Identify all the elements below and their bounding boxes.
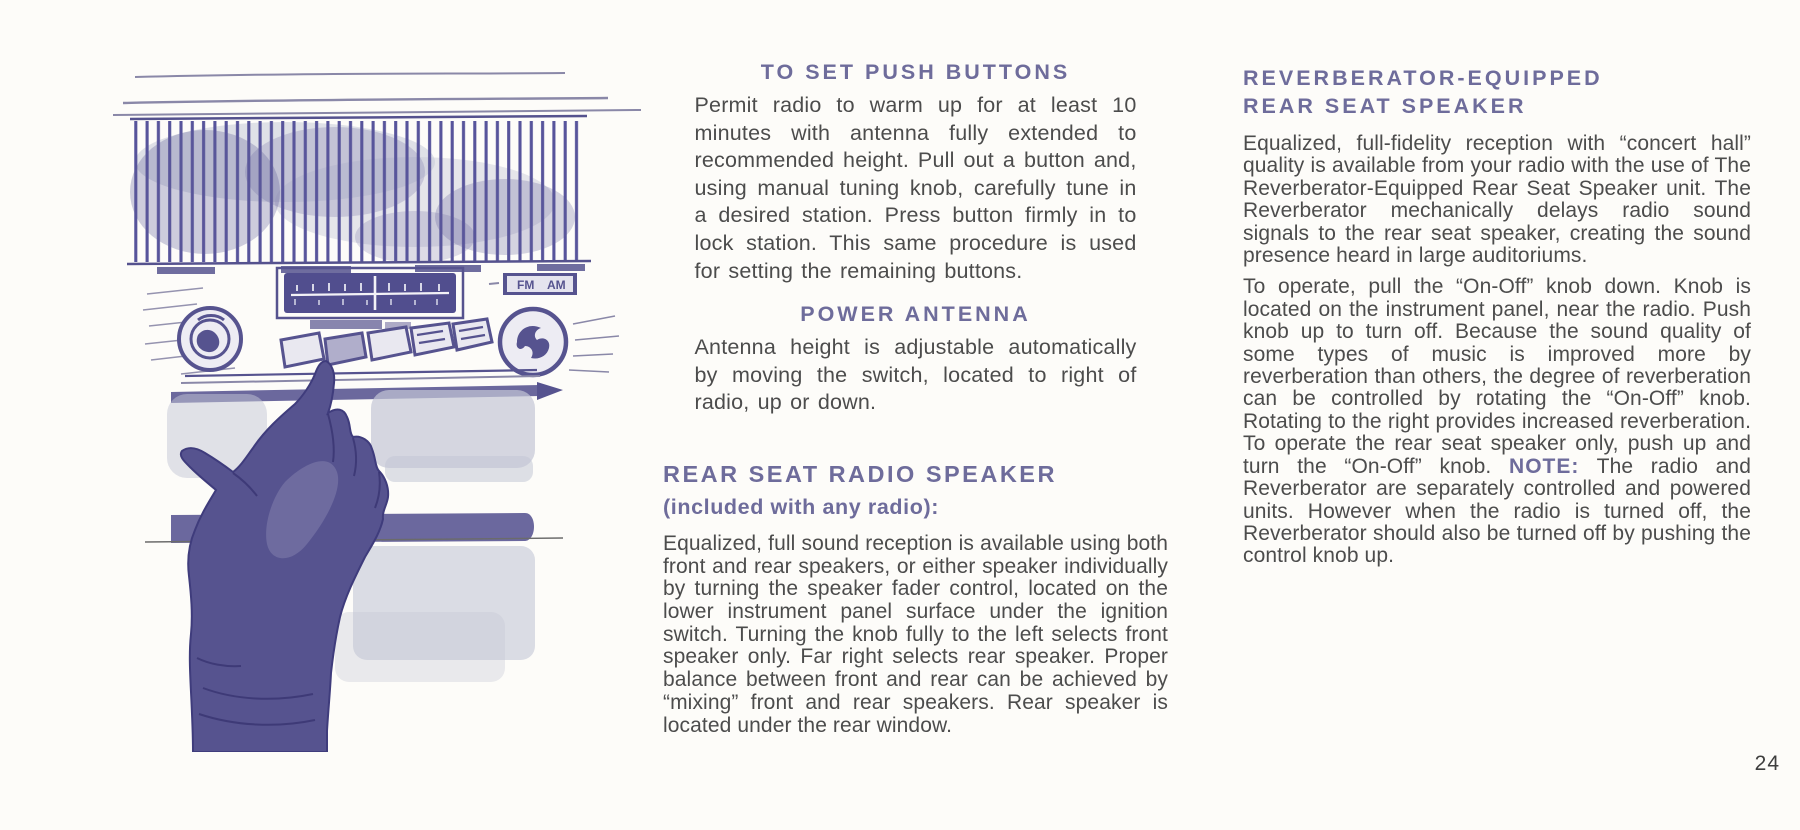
tuning-knob-left <box>179 308 241 370</box>
radio-dial <box>277 268 463 329</box>
pressed-push-button <box>325 333 366 365</box>
fm-am-indicator <box>489 273 577 295</box>
am-label: AM <box>547 278 566 292</box>
page-number: 24 <box>1754 752 1780 775</box>
rear-seat-speaker-subheading: (included with any radio): <box>663 494 939 519</box>
reverberator-paragraph-2-lead: To operate, pull the “On-Off” knob down. Knob is located on the instrument panel, near the radio. Push knob up to turn off. Because the sound quality of some types of music is improved more by reverberation than others, the degree of reverberation can be controlled by rotating the “On-Off” knob. Rotating to the right provides increased reverberation. To operate the rear seat speaker only, push up and turn the “On-Off” knob. <box>1243 275 1751 478</box>
middle-column <box>663 60 1168 737</box>
radio-illustration-svg <box>85 52 650 752</box>
push-buttons-body: Permit radio to warm up for at least 10 minutes with antenna fully extended to recommended height. Pull out a button and, using manual tuning knob, carefully tune in a desired station. Press button firmly in to lock station. This same procedure is used for setting the remaining buttons. <box>694 93 1137 283</box>
radio-face <box>143 268 619 403</box>
rear-seat-speaker-body: Equalized, full sound reception is available using both front and rear speakers, or either speaker individually by turning the speaker fader control, located on the lower instrument panel surface under the ignition switch. Turning the knob fully to the left selects front speaker only. Far right selects rear speaker. Proper balance between front and rear can be achieved by “mixing” front and rear speakers. Rear speaker is located under the rear window. <box>663 531 1168 737</box>
fm-label: FM <box>517 278 535 292</box>
push-buttons-heading: TO SET PUSH BUTTONS <box>760 60 1071 84</box>
note-label: NOTE: <box>1509 454 1580 478</box>
power-antenna-body: Antenna height is adjustable automatically by moving the switch, located to right of radio, up or down. <box>694 335 1137 415</box>
reverberator-heading-line1: REVERBERATOR-EQUIPPED <box>1243 66 1603 90</box>
rear-seat-speaker-heading: REAR SEAT RADIO SPEAKER <box>663 460 1057 487</box>
reverberator-paragraph-1: Equalized, full-fidelity reception with “concert hall” quality is available from your radio with the use of The Reverberator-Equipped Rear Seat Speaker unit. The Reverberator mechanically delays radio sound signals to the rear seat speaker, creating the sound presence heard in large auditoriums. <box>1243 132 1751 268</box>
section-power-antenna <box>695 302 1137 417</box>
reverberator-paragraph-2 <box>1243 276 1751 567</box>
power-antenna-heading: POWER ANTENNA <box>800 302 1031 327</box>
dash-trim-lines <box>113 73 641 115</box>
speaker-grille <box>127 116 591 274</box>
section-push-buttons <box>695 60 1137 285</box>
tuning-knob-right <box>500 309 619 375</box>
right-column <box>1243 64 1751 568</box>
reverberator-heading <box>1243 64 1751 120</box>
reverberator-paragraph-2-tail: The radio and Reverberator are separately controlled and powered units. However when the radio is turned off, the Reverberator should also be turned off by pushing the control knob up. <box>1243 454 1751 568</box>
section-rear-seat-radio-speaker <box>663 461 1168 737</box>
reverberator-heading-line2: REAR SEAT SPEAKER <box>1243 94 1527 118</box>
radio-hand-illustration <box>85 52 650 752</box>
